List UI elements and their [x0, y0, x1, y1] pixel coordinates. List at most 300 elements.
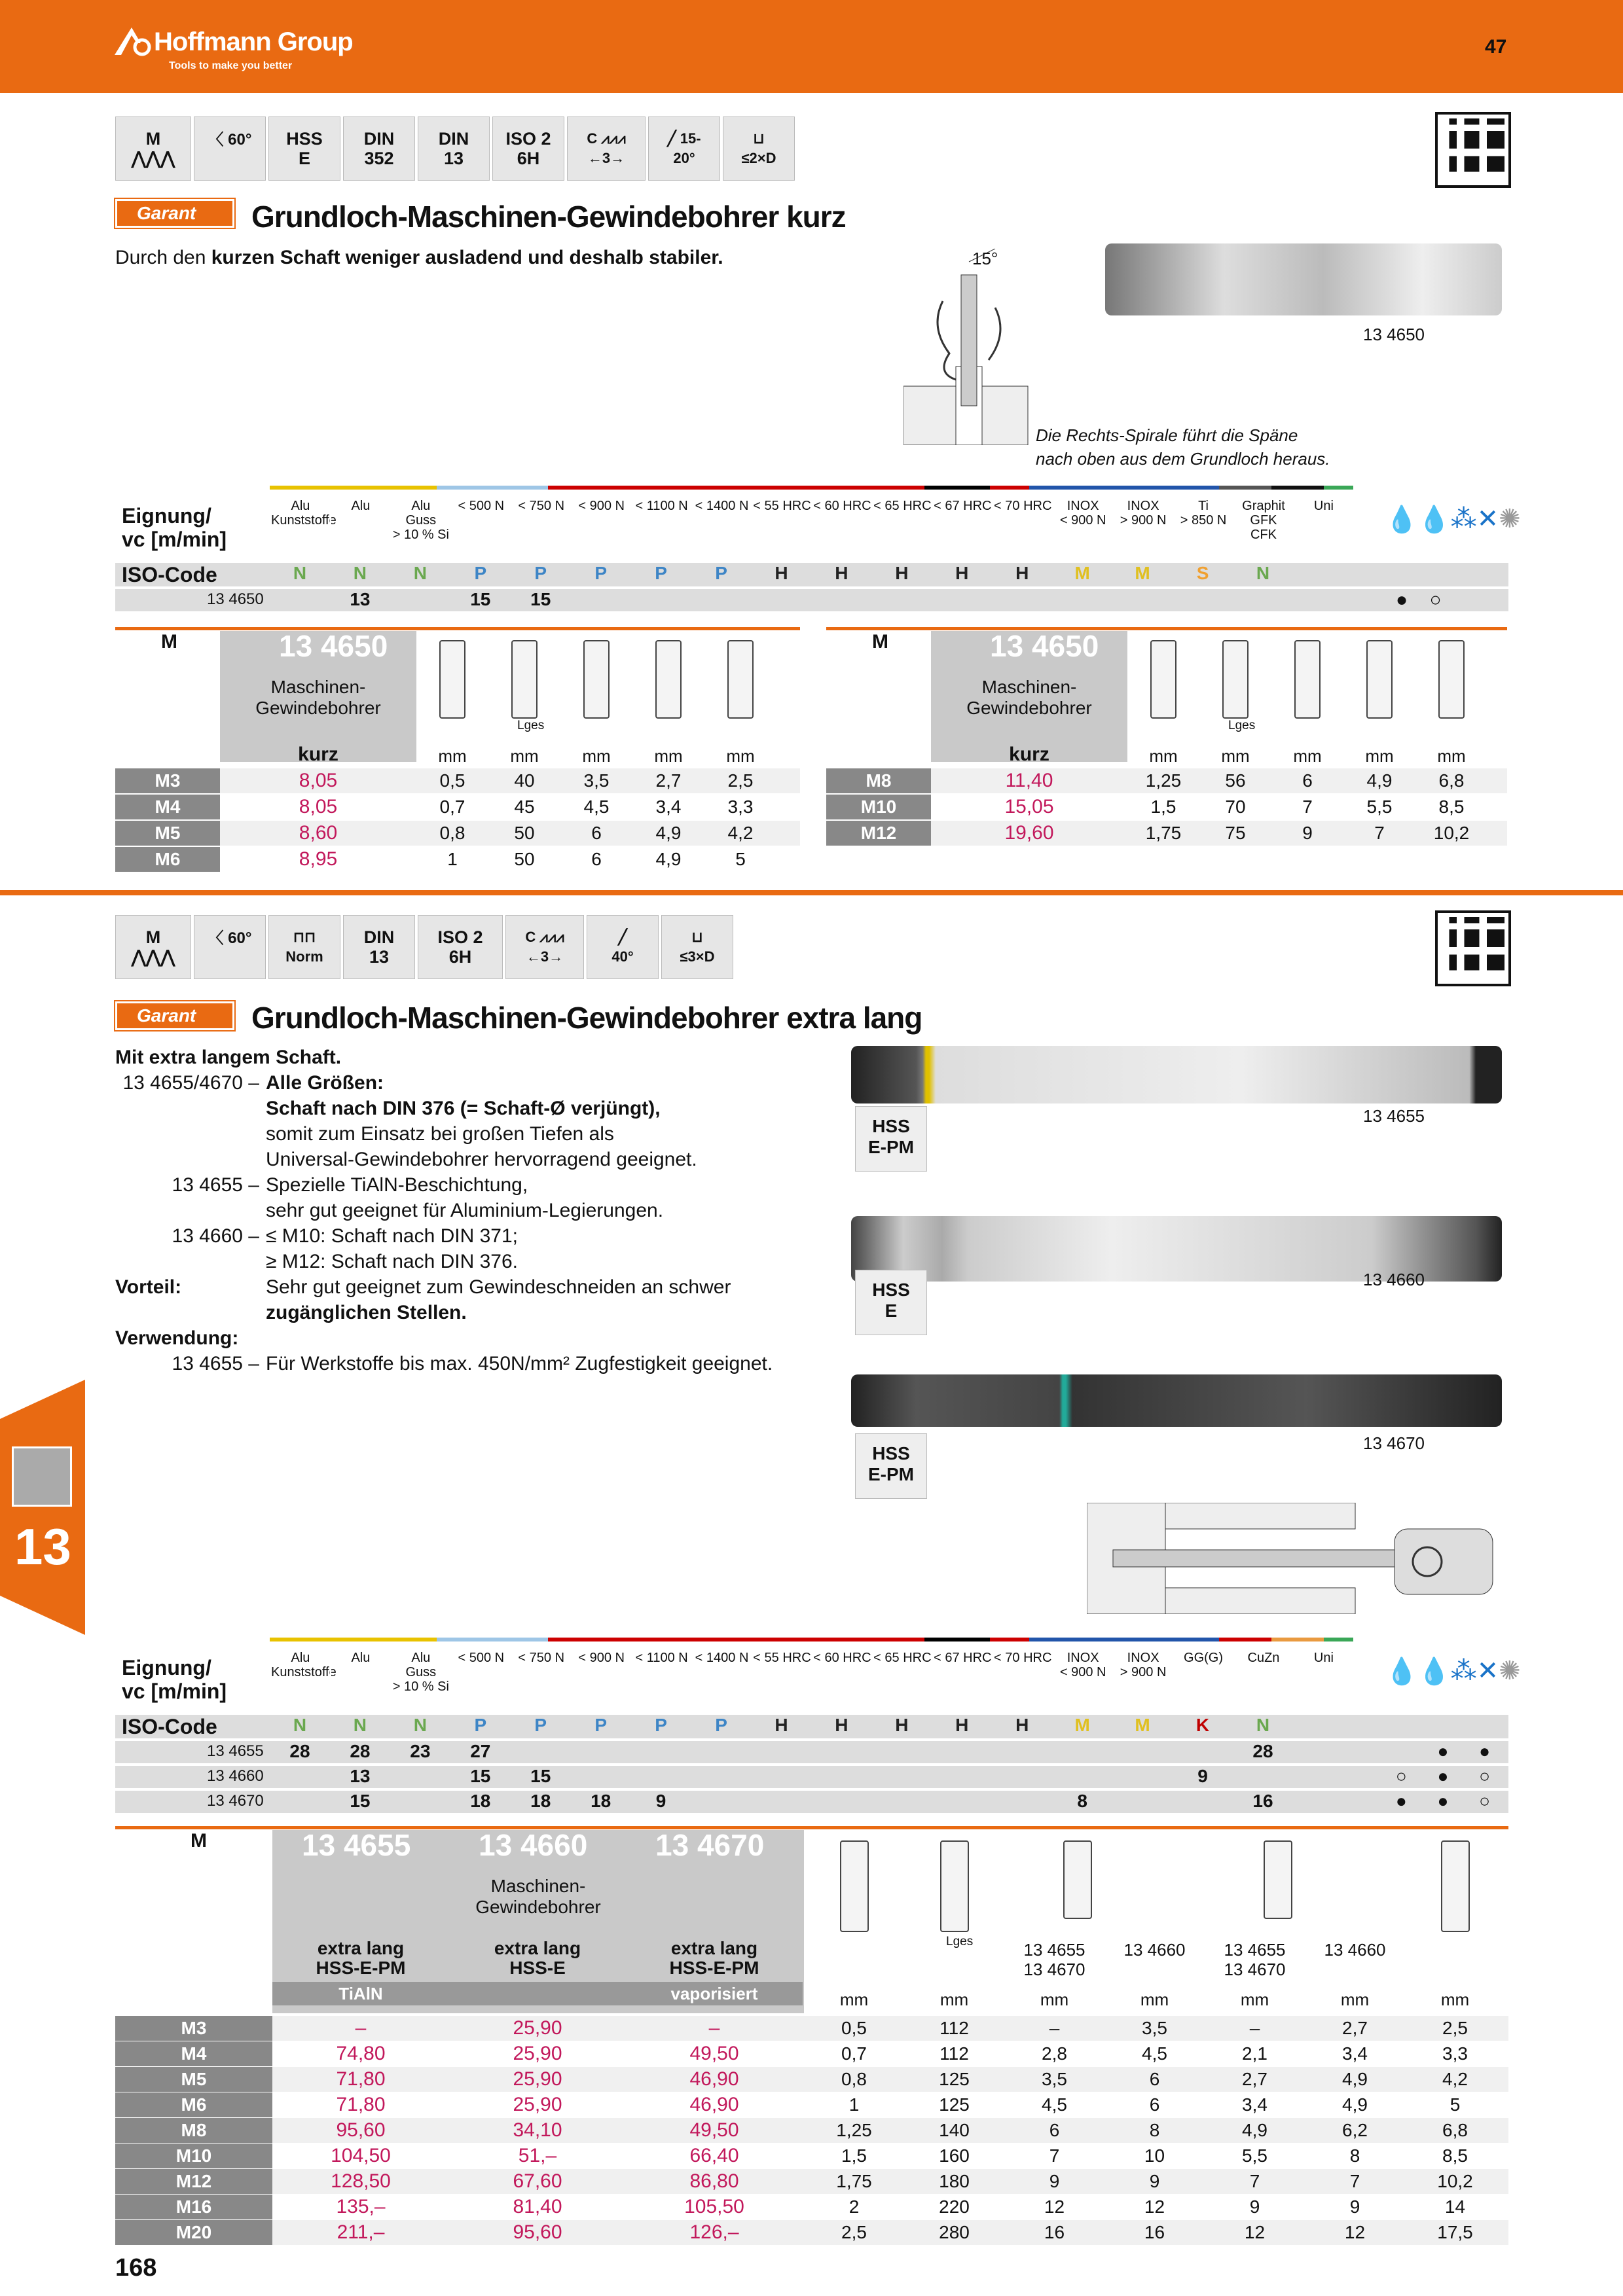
dimension-cell: 12 [1244, 2222, 1266, 2242]
dimension-icon [1366, 640, 1393, 719]
material-col-0: Alu Kunststoffe [270, 499, 330, 545]
depth-3xd-icon: ⊔ ≤3×D [661, 915, 733, 979]
tool-material-label: HSS E [855, 1270, 927, 1335]
table-row [115, 847, 800, 872]
dimension-cell: 4,9 [655, 823, 682, 843]
vc-4 [511, 1741, 571, 1763]
dimension-cell: 1,25 [836, 2120, 872, 2140]
material-col-5: < 900 N [571, 1651, 631, 1696]
price-cell: 81,40 [513, 2196, 562, 2217]
dimension-icon [1438, 640, 1465, 719]
table-row [115, 2169, 1508, 2194]
depth-2xd-icon: ⊔ ≤2×D [723, 117, 795, 181]
s1-symbol-row [115, 117, 776, 181]
price-cell: 49,50 [689, 2043, 739, 2064]
material-col-11: < 67 HRC [932, 1651, 992, 1696]
iso-code-15: K [1195, 1715, 1210, 1735]
size-cell: M5 [115, 2067, 272, 2092]
garant-badge: Garant [115, 1001, 234, 1030]
iso-codes [270, 1715, 1353, 1738]
angle-60-icon: 〈 60° [194, 117, 266, 181]
dimension-cell: 2,5 [841, 2222, 867, 2242]
material-col-12: < 70 HRC [992, 1651, 1052, 1696]
article-row-label: 13 4655 [207, 1742, 264, 1760]
qr-code[interactable] [1438, 115, 1508, 185]
hoffmann-logo-icon [115, 25, 153, 56]
dry-icon: ✕ [1476, 505, 1499, 533]
description-text: sehr gut geeignet für Aluminium-Legierungen. [266, 1200, 664, 1221]
iso-label: ISO-Code [122, 563, 217, 586]
dimension-cell: 9 [1149, 2171, 1160, 2191]
deep-hole-illustration [1087, 1503, 1506, 1614]
material-col-1: Alu [330, 1651, 390, 1696]
vc-8 [752, 1791, 812, 1813]
material-col-12: < 70 HRC [992, 499, 1052, 545]
material-col-10: < 65 HRC [871, 1651, 932, 1696]
dimension-cell: 0,5 [439, 770, 465, 791]
material-col-17: Uni [1293, 1651, 1353, 1696]
dimension-icon [1063, 1840, 1092, 1919]
price-cell: 25,90 [513, 2017, 562, 2039]
dimension-cell: 4,9 [655, 849, 682, 869]
coolant-icons [1385, 504, 1521, 550]
material-col-14: INOX > 900 N [1112, 1651, 1173, 1696]
vc-7 [691, 1741, 752, 1763]
table-row [826, 795, 1507, 819]
price-cell: 15,05 [1004, 796, 1054, 817]
iso-code-14: M [1135, 1715, 1150, 1735]
material-col-16: Graphit GFK CFK [1233, 499, 1293, 545]
material-col-5: < 900 N [571, 499, 631, 545]
size-table-left [115, 631, 800, 873]
price-cell: – [355, 2017, 367, 2039]
iso-code-11: H [955, 563, 969, 583]
table-row [115, 768, 800, 793]
price-cell: 95,60 [336, 2119, 386, 2141]
dimension-cell: 1 [447, 849, 458, 869]
description-line [115, 1121, 835, 1147]
tool-label: 13 4650 [1363, 325, 1425, 344]
coating-label: TiAlN [272, 1982, 449, 2005]
dimension-cell: 1,75 [1145, 823, 1182, 843]
price-cell: 11,40 [1005, 770, 1053, 791]
vc-0 [270, 589, 330, 611]
article-description: Maschinen- Gewindebohrer [966, 677, 1092, 718]
thread-m-icon: M ⋀⋀⋀ [115, 915, 191, 979]
dimension-cell: 3,5 [1142, 2018, 1167, 2038]
unit-label: mm [582, 746, 611, 766]
variant-label: extra lang HSS-E [494, 1938, 581, 1978]
dimension-cell: 10,2 [1437, 2171, 1473, 2191]
dimension-cell: 1,25 [1145, 770, 1182, 791]
material-col-4: < 750 N [511, 1651, 571, 1696]
iso-code-17 [1293, 563, 1353, 586]
unit-label: mm [510, 746, 539, 766]
unit-label: mm [839, 1990, 869, 2009]
vc-4: 15 [530, 589, 551, 609]
size-table-right [826, 631, 1507, 873]
material-col-16: CuZn [1233, 1651, 1293, 1696]
variant-label: extra lang HSS-E-PM [316, 1938, 406, 1978]
qr-code[interactable] [1438, 913, 1508, 984]
dimension-cell: 2,1 [1242, 2043, 1267, 2064]
material-col-15: GG(G) [1173, 1651, 1233, 1696]
description-key: 13 4655 – [172, 1174, 259, 1196]
article-number: 13 4670 [655, 1828, 765, 1862]
price-cell: 86,80 [689, 2170, 739, 2192]
vc-8 [752, 1766, 812, 1788]
description-key [115, 1198, 266, 1223]
size-cell: M10 [115, 2144, 272, 2168]
lges-label: Lges [1228, 719, 1256, 732]
table-row [115, 821, 800, 846]
coating-label: vaporisiert [626, 1982, 803, 2005]
dimension-icon [1441, 1840, 1470, 1932]
material-col-2: Alu Guss > 10 % Si [390, 499, 450, 545]
dimension-icon [1222, 640, 1249, 719]
dimension-cell: – [1249, 2018, 1260, 2038]
size-cell: M6 [115, 2092, 272, 2117]
description-key: Vorteil: [115, 1276, 182, 1298]
vc-2 [390, 1791, 450, 1813]
description-line [115, 1325, 835, 1351]
vc-6 [631, 1766, 691, 1788]
price-cell: 8,05 [299, 770, 338, 791]
iso-code-13: M [1074, 1715, 1090, 1735]
hsse-icon: HSS E [268, 117, 340, 181]
din13-icon: DIN 13 [343, 915, 415, 979]
size-cell: M4 [115, 2041, 272, 2066]
vc-3: 18 [470, 1791, 491, 1811]
vc-5 [571, 589, 631, 611]
vc-7 [691, 1766, 752, 1788]
dimension-cell: 112 [939, 2043, 969, 2064]
vc-0 [270, 1766, 330, 1788]
spiral-angle-icon: ╱ 40° [587, 915, 659, 979]
description-text: Universal-Gewindebohrer hervorragend geeignet. [266, 1149, 697, 1170]
material-col-7: < 1400 N [691, 1651, 752, 1696]
vc-10 [871, 1791, 932, 1813]
iso-label: ISO-Code [122, 1715, 217, 1738]
price-cell: 34,10 [513, 2119, 562, 2141]
column-header-m: M [872, 631, 888, 653]
brand-tagline: Tools to make you better [169, 60, 293, 71]
iso-code-3: P [474, 563, 487, 583]
table-row [115, 2144, 1508, 2168]
table-row [826, 821, 1507, 846]
article-row [115, 1791, 1508, 1813]
description-text: Für Werkstoffe bis max. 450N/mm² Zugfestigkeit geeignet. [266, 1353, 773, 1374]
dimension-cell: 50 [514, 823, 535, 843]
dimension-cell: 17,5 [1437, 2222, 1473, 2242]
lges-label: Lges [517, 719, 545, 732]
vc-13: 8 [1077, 1791, 1087, 1811]
size-cell: M10 [826, 795, 931, 819]
iso-code-8: H [775, 563, 788, 583]
column-header: 13 4660 [1324, 1940, 1386, 1960]
dimension-cell: 3,4 [1342, 2043, 1368, 2064]
dimension-cell: 8 [1149, 2120, 1160, 2140]
dimension-cell: 6 [1302, 770, 1313, 791]
dimension-cell: 6 [1049, 2120, 1060, 2140]
article-row-values [270, 589, 1353, 611]
page-number: 47 [1485, 36, 1507, 58]
dimension-cell: 7 [1049, 2145, 1060, 2166]
dimension-cell: 16 [1044, 2222, 1065, 2242]
price-cell: 25,90 [513, 2094, 562, 2115]
description-text: Alle Größen: [266, 1072, 384, 1094]
description-text: zugänglichen Stellen. [266, 1302, 467, 1323]
price-cell: 71,80 [336, 2068, 386, 2090]
vc-1: 15 [350, 1791, 371, 1811]
size-cell: M16 [115, 2195, 272, 2219]
vc-2: 23 [410, 1741, 431, 1761]
coating-label [449, 1982, 626, 2005]
dimension-icon [655, 640, 682, 719]
description-line [115, 1300, 835, 1325]
vc-10 [871, 1766, 932, 1788]
vc-4: 15 [530, 1766, 551, 1786]
dimension-cell: 2,5 [1442, 2018, 1468, 2038]
vc-7 [691, 1791, 752, 1813]
iso-code-0: N [293, 563, 307, 583]
material-col-11: < 67 HRC [932, 499, 992, 545]
vc-13 [1052, 1741, 1112, 1763]
iso-code-8: H [775, 1715, 788, 1735]
description-key: Verwendung: [115, 1327, 239, 1349]
dimension-cell: 3,4 [1242, 2094, 1267, 2115]
size-table-2 [115, 1830, 1508, 2249]
size-cell: M4 [115, 795, 220, 819]
material-col-1: Alu [330, 499, 390, 545]
vc-15 [1173, 1741, 1233, 1763]
iso-code-14: M [1135, 563, 1150, 583]
mist-icon: ⁂ [1450, 1657, 1477, 1685]
article-number: 13 4650 [279, 629, 388, 663]
price-cell: 51,– [518, 2145, 557, 2166]
iso-code-13: M [1074, 563, 1090, 583]
divider [115, 627, 800, 630]
vc-10 [871, 589, 932, 611]
dimension-icon [727, 640, 754, 719]
description-line [115, 1198, 835, 1223]
dimension-cell: 75 [1225, 823, 1246, 843]
price-cell: 67,60 [513, 2170, 562, 2192]
unit-label: mm [726, 746, 755, 766]
description-line [115, 1172, 835, 1198]
iso-code-12: H [1015, 1715, 1029, 1735]
article-row-values [270, 1791, 1353, 1813]
coolant-dots: ● ● [1406, 1741, 1490, 1761]
article-row [115, 1766, 1508, 1788]
table-row [115, 2016, 1508, 2041]
iso-code-1: N [353, 1715, 367, 1735]
air-icon: ✺ [1499, 505, 1521, 533]
article-row-label: 13 4650 [207, 590, 264, 608]
dimension-cell: 4,9 [1242, 2120, 1267, 2140]
size-cell: M3 [115, 768, 220, 793]
dimension-cell: 7 [1249, 2171, 1260, 2191]
iso-code-3: P [474, 1715, 487, 1735]
article-number: 13 4660 [479, 1828, 588, 1862]
vc-14 [1112, 589, 1173, 611]
dimension-cell: 3,5 [1042, 2069, 1067, 2089]
vc-12 [992, 589, 1052, 611]
vc-11 [932, 1741, 992, 1763]
dimension-cell: 6,8 [1438, 770, 1465, 791]
vc-12 [992, 1766, 1052, 1788]
material-col-3: < 500 N [450, 499, 511, 545]
dimension-cell: 3,5 [583, 770, 610, 791]
dimension-cell: 125 [939, 2069, 970, 2089]
column-header: 13 4655 13 4670 [1224, 1940, 1286, 1979]
dimension-cell: 8,5 [1442, 2145, 1468, 2166]
spiral-angle-icon: ╱ 15- 20° [648, 117, 720, 181]
language-code: DEE [1575, 36, 1586, 56]
iso-code-2: N [413, 563, 427, 583]
dimension-cell: 4,5 [1142, 2043, 1167, 2064]
material-col-17: Uni [1293, 499, 1353, 545]
iso-code-16: N [1256, 1715, 1270, 1735]
dimension-cell: 1,5 [841, 2145, 867, 2166]
vc-1: 28 [350, 1741, 371, 1761]
dimension-cell: 6,8 [1442, 2120, 1468, 2140]
size-cell: M12 [826, 821, 931, 846]
article-row-label: 13 4670 [207, 1792, 264, 1810]
price-cell: 8,60 [299, 822, 338, 844]
suitability-label: Eignung/ vc [m/min] [122, 1656, 227, 1703]
dimension-icon [439, 640, 465, 719]
article-row [115, 1741, 1508, 1763]
vc-1: 13 [350, 1766, 371, 1786]
size-cell: M5 [115, 821, 220, 846]
dimension-cell: 6 [591, 849, 602, 869]
dimension-cell: 0,5 [841, 2018, 867, 2038]
vc-15 [1173, 589, 1233, 611]
dimension-cell: 12 [1144, 2197, 1165, 2217]
article-description: Maschinen- Gewindebohrer [475, 1876, 601, 1917]
description-key: 13 4655 – [172, 1353, 259, 1374]
dimension-cell: 6 [1149, 2094, 1160, 2115]
description-text: Spezielle TiAlN-Beschichtung, [266, 1174, 528, 1196]
material-columns [270, 499, 1353, 545]
material-col-10: < 65 HRC [871, 499, 932, 545]
unit-label: mm [438, 746, 467, 766]
dimension-cell: 12 [1344, 2222, 1366, 2242]
vc-4: 18 [530, 1791, 551, 1811]
description-text: ≥ M12: Schaft nach DIN 376. [266, 1251, 518, 1272]
vc-15 [1173, 1791, 1233, 1813]
iso-code-17 [1293, 1715, 1353, 1738]
dimension-cell: 4,5 [1042, 2094, 1067, 2115]
dimension-cell: 14 [1444, 2197, 1466, 2217]
mist-icon: ⁂ [1450, 505, 1477, 533]
dimension-cell: 4,5 [583, 797, 610, 817]
unit-label: mm [1040, 1990, 1069, 2009]
material-col-0: Alu Kunststoffe [270, 1651, 330, 1696]
s2-symbol-row [115, 915, 770, 979]
chamfer-c-icon: C ⩘⩘⩘ ←3→ [567, 117, 646, 181]
vc-3: 15 [470, 589, 491, 609]
emulsion-icon: 💧 [1417, 505, 1451, 534]
vc-12 [992, 1791, 1052, 1813]
price-cell: 128,50 [331, 2170, 391, 2192]
price-cell: 211,– [337, 2221, 385, 2243]
description-key: 13 4660 – [172, 1225, 259, 1247]
vc-17 [1293, 589, 1353, 611]
dimension-cell: 2,7 [1242, 2069, 1267, 2089]
vc-6 [631, 589, 691, 611]
angle-label: 15° [972, 249, 998, 268]
table-row [115, 2220, 1508, 2245]
dimension-icon [1264, 1840, 1292, 1919]
tool-labels [855, 1106, 1510, 1499]
material-col-3: < 500 N [450, 1651, 511, 1696]
iso-code-4: P [534, 563, 547, 583]
vc-16 [1233, 589, 1293, 611]
dimension-icon [840, 1840, 869, 1932]
description-key [115, 1121, 266, 1147]
description-line [115, 1223, 835, 1249]
vc-0: 28 [289, 1741, 310, 1761]
material-col-6: < 1100 N [631, 499, 691, 545]
chapter-number: 13 [14, 1518, 71, 1575]
description-key [115, 1300, 266, 1325]
article-row-label: 13 4660 [207, 1767, 264, 1785]
price-cell: 71,80 [336, 2094, 386, 2115]
iso-code-4: P [534, 1715, 547, 1735]
column-header: 13 4655 13 4670 [1023, 1940, 1085, 1979]
vc-10 [871, 1741, 932, 1763]
dimension-cell: 10 [1144, 2145, 1165, 2166]
dimension-cell: 6 [591, 823, 602, 843]
tool-article-label: 13 4655 [1363, 1106, 1425, 1126]
iso-code-10: H [895, 563, 909, 583]
dimension-cell: 6,2 [1342, 2120, 1368, 2140]
dimension-cell: 50 [514, 849, 535, 869]
chapter-tab [0, 1380, 85, 1635]
vc-16: 28 [1252, 1741, 1273, 1761]
material-col-13: INOX < 900 N [1052, 499, 1112, 545]
dimension-cell: 180 [939, 2171, 970, 2191]
iso-code-1: N [353, 563, 367, 583]
unit-label: mm [654, 746, 683, 766]
vc-9 [811, 1741, 871, 1763]
dimension-icon [1294, 640, 1321, 719]
size-cell: M20 [115, 2220, 272, 2245]
material-col-2: Alu Guss > 10 % Si [390, 1651, 450, 1696]
footer-page-number: 168 [115, 2254, 157, 2282]
size-cell: M6 [115, 847, 220, 872]
tool-image-134655 [851, 1046, 1502, 1103]
illustration-caption-1: Die Rechts-Spirale führt die Späne [1036, 425, 1298, 445]
iso-code-5: P [594, 563, 607, 583]
price-cell: – [708, 2017, 720, 2039]
description-line [115, 1096, 835, 1121]
dimension-cell: 112 [939, 2018, 969, 2038]
price-cell: 46,90 [689, 2094, 739, 2115]
material-columns [270, 1651, 1353, 1696]
vc-9 [811, 1766, 871, 1788]
material-col-8: < 55 HRC [752, 1651, 812, 1696]
iso-code-6: P [655, 1715, 667, 1735]
vc-15: 9 [1197, 1766, 1208, 1786]
vc-13 [1052, 589, 1112, 611]
table-row [115, 2118, 1508, 2143]
vc-11 [932, 589, 992, 611]
dimension-icon [583, 640, 610, 719]
price-cell: 74,80 [336, 2043, 386, 2064]
